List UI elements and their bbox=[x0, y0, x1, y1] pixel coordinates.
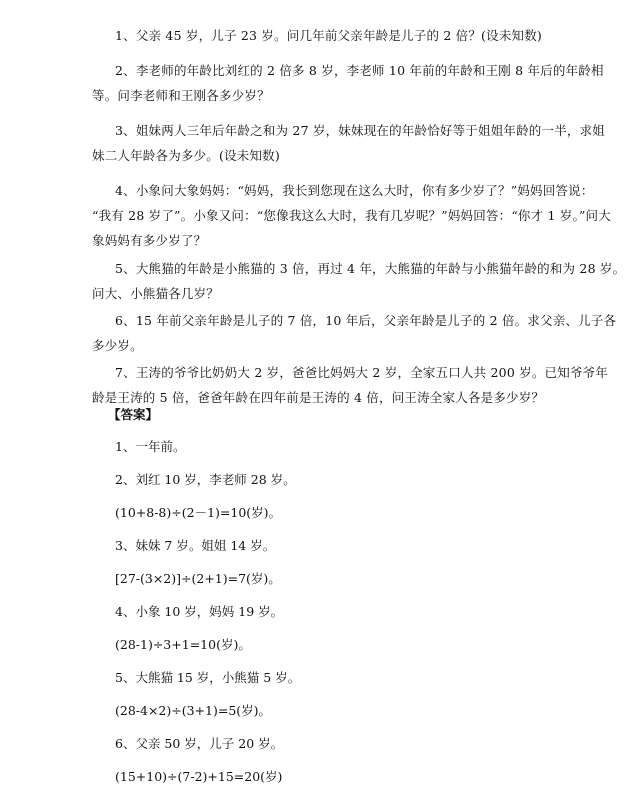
answer-line: 5、大熊猫 15 岁，小熊猫 5 岁。 bbox=[115, 670, 301, 685]
answer-line: [27-(3×2)]÷(2+1)=7(岁)。 bbox=[115, 571, 281, 586]
question-6 bbox=[92, 308, 617, 358]
question-line: 6、15 年前父亲年龄是儿子的 7 倍，10 年后，父亲年龄是儿子的 2 倍。求父亲、儿子各 bbox=[115, 313, 617, 328]
question-line: 象妈妈有多少岁了？ bbox=[92, 233, 207, 248]
question-line: 3、姐妹两人三年后年龄之和为 27 岁，妹妹现在的年龄恰好等于姐姐年龄的一半，求姐 bbox=[115, 123, 606, 138]
question-7 bbox=[92, 360, 609, 410]
answer-line: 3、妹妹 7 岁。姐姐 14 岁。 bbox=[115, 538, 276, 553]
question-line: 4、小象问大象妈妈：“妈妈，我长到您现在这么大时，你有多少岁了？”妈妈回答说： bbox=[115, 183, 594, 198]
question-line: 1、父亲 45 岁，儿子 23 岁。问几年前父亲年龄是儿子的 2 倍？(设未知数) bbox=[115, 28, 543, 43]
answer-line: (28-1)÷3+1=10(岁)。 bbox=[115, 637, 251, 652]
question-1 bbox=[92, 23, 554, 48]
answer-line: 2、刘红 10 岁，李老师 28 岁。 bbox=[115, 472, 296, 487]
answer-line: 1、一年前。 bbox=[115, 439, 186, 454]
question-2 bbox=[92, 58, 604, 108]
question-3 bbox=[92, 118, 606, 168]
question-line: 5、大熊猫的年龄是小熊猫的 3 倍，再过 4 年，大熊猫的年龄与小熊猫年龄的和为 28 岁。 bbox=[115, 261, 626, 276]
question-line: “我有 28 岁了”。小象又问：“您像我这么大时，我有几岁呢？”妈妈回答：“你才 1 岁。”问大 bbox=[92, 208, 611, 223]
answer-line: (28-4×2)÷(3+1)=5(岁)。 bbox=[115, 703, 272, 718]
question-line: 龄是王涛的 5 倍，爸爸年龄在四年前是王涛的 4 倍，问王涛全家人各是多少岁？ bbox=[92, 390, 545, 405]
answer-line: (10+8-8)÷(2－1)=10(岁)。 bbox=[115, 505, 282, 520]
question-line: 妹二人年龄各为多少。(设未知数) bbox=[92, 148, 280, 163]
question-line: 7、王涛的爷爷比奶奶大 2 岁，爸爸比妈妈大 2 岁，全家五口人共 200 岁。已知爷爷年 bbox=[115, 365, 609, 380]
question-line: 2、李老师的年龄比刘红的 2 倍多 8 岁，李老师 10 年前的年龄和王刚 8 年后的年龄相 bbox=[115, 63, 604, 78]
question-line: 问大、小熊猫各几岁？ bbox=[92, 286, 220, 301]
question-4 bbox=[92, 178, 611, 253]
question-line: 等。问李老师和王刚各多少岁？ bbox=[92, 88, 270, 103]
answer-line: (15+10)÷(7-2)+15=20(岁) bbox=[115, 769, 283, 784]
answer-line: 6、父亲 50 岁，儿子 20 岁。 bbox=[115, 736, 284, 751]
question-line: 多少岁。 bbox=[92, 338, 143, 353]
answer-header: 【答案】 bbox=[108, 407, 159, 422]
question-5 bbox=[92, 256, 626, 306]
answer-line: 4、小象 10 岁，妈妈 19 岁。 bbox=[115, 604, 284, 619]
